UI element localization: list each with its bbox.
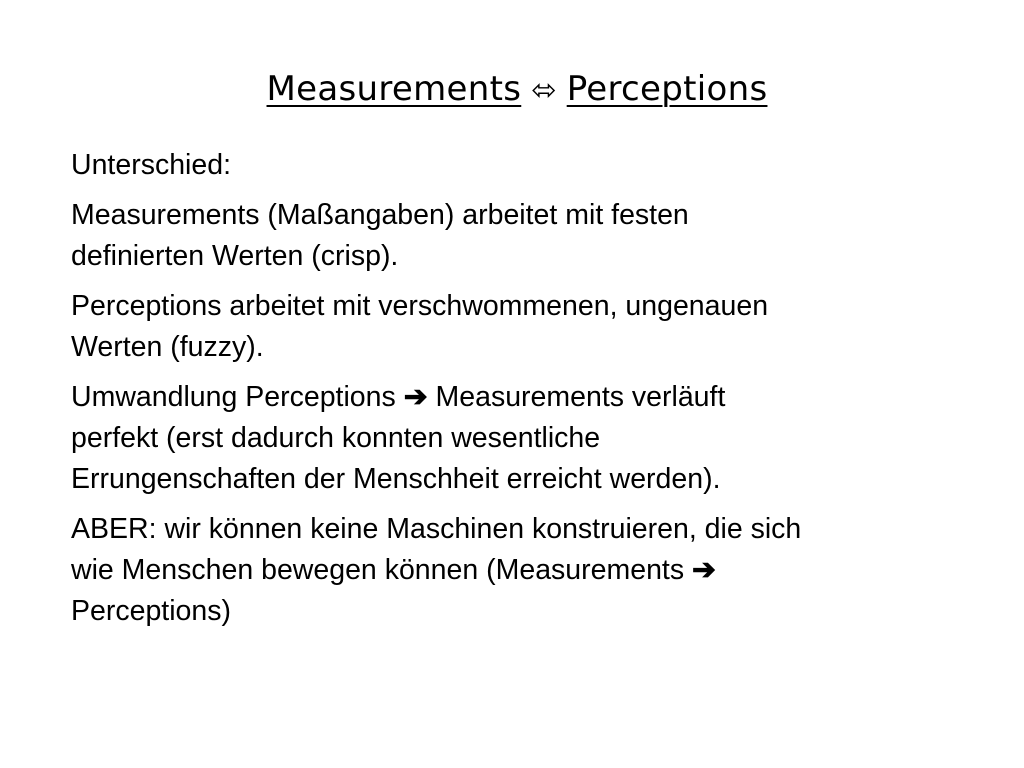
title-left: Measurements: [266, 69, 522, 109]
paragraph-umwandlung-start: Umwandlung Perceptions: [71, 381, 396, 413]
slide-title: [0, 66, 1024, 114]
right-arrow-icon: ➔: [403, 381, 428, 413]
title-right: Perceptions: [566, 69, 768, 109]
paragraph-aber-end: Perceptions): [71, 595, 231, 627]
right-arrow-icon: ➔: [692, 554, 716, 586]
paragraph-aber: [71, 509, 971, 632]
slide-body: [71, 145, 971, 641]
paragraph-measurements: Measurements (Maßangaben) arbeitet mit festen definierten Werten (crisp).: [71, 199, 689, 272]
double-arrow-icon: ⬄: [531, 73, 557, 108]
slide-title-text: [267, 69, 768, 109]
paragraph-umwandlung: [71, 377, 971, 500]
paragraph-umwandlung-end: Measurements verläuft perfekt (erst dadurch konnten wesentliche Errungenschaften der Menschheit erreicht werden).: [71, 381, 726, 495]
paragraph-unterschied: Unterschied:: [71, 149, 231, 181]
paragraph-perceptions: Perceptions arbeitet mit verschwommenen, ungenauen Werten (fuzzy).: [71, 290, 769, 363]
paragraph-aber-start: ABER: wir können keine Maschinen konstruieren, die sich wie Menschen bewegen können (Measurements: [71, 513, 802, 586]
